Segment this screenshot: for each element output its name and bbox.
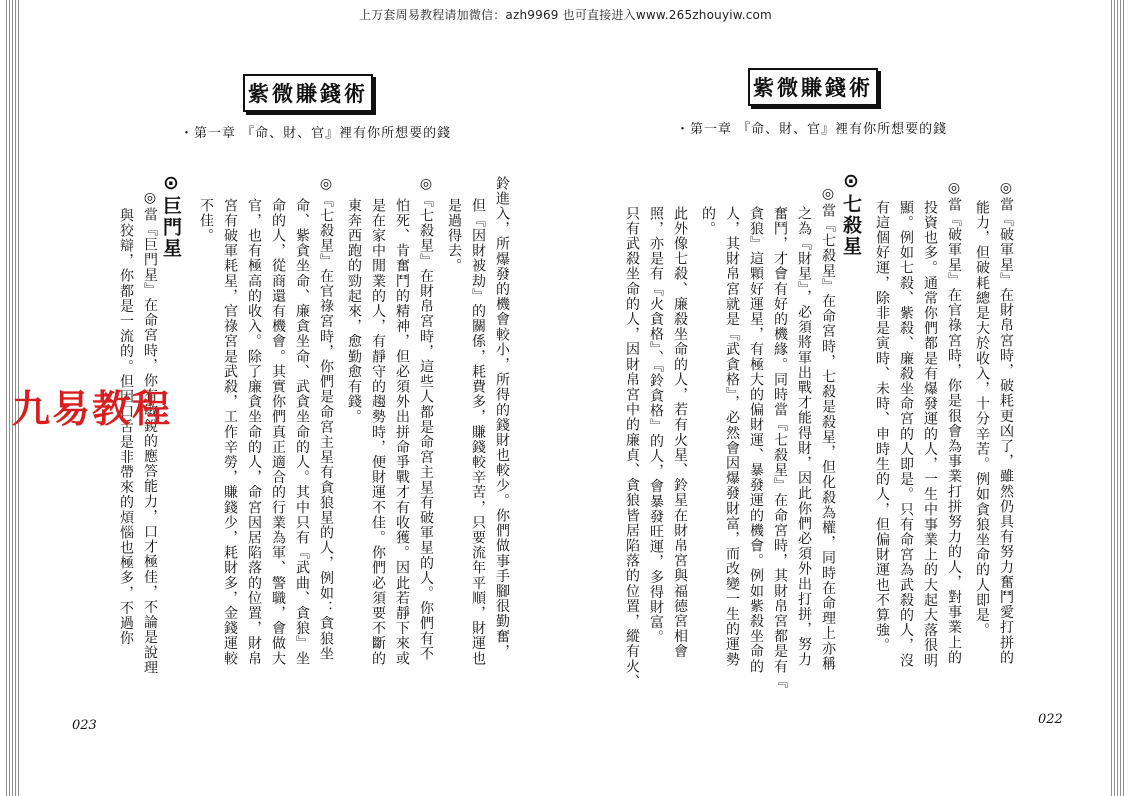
text-column: 顯。例如七殺、紫殺、廉殺坐命宮的人即是。只有命宮為武殺的人，沒 [898, 200, 914, 669]
text-column: 命的人，從商還有機會。其實你們真正適合的行業為軍、警職，會做大 [270, 198, 286, 667]
text-column: 的。 [700, 206, 716, 237]
text-column: 人，其財帛宮就是『武貪格』，必然會因爆發財富，而改變一生的運勢 [724, 206, 740, 668]
section-heading: ⊙巨門星 [160, 172, 182, 259]
text-column: 是在家中閒業的人，有靜守的趨勢時，便財運不佳。你們必須要不斷的 [370, 198, 386, 667]
text-column: ◎『七殺星』在官祿宮時，你們是命宮主星有貪狼星的人，例如：貪狼坐 [318, 176, 334, 662]
text-column: 照，亦是有『火貪格』、『鈴貪格』的人，會暴發旺運，多得財富。 [648, 206, 664, 645]
text-column: 貪狼』這顆好運星，有極大的偏財運、暴發運的機會。例如紫殺坐命的 [748, 206, 764, 675]
text-column: 與狡辯，你都是一流的。但因口舌是非帶來的煩惱也極多，不過你 [118, 208, 134, 646]
book-logo: 紫微賺錢術 [748, 68, 878, 106]
text-column: 但『因財被劫』的關係，耗費多，賺錢較辛苦，只要流年平順，財運也 [470, 198, 486, 667]
text-column: ◎『七殺星』在財帛宮時，這些人都是命宮主星有破軍星的人。你們有不 [418, 176, 434, 662]
text-column: 有這個好運，除非是寅時、未時、申時生的人，但偏財運也不算強。 [874, 200, 890, 653]
page-number: 023 [72, 718, 97, 733]
text-column: ◎當『七殺星』在命宮時，七殺是殺星，但化殺為權，同時在命理上亦稱 [820, 186, 836, 672]
text-column: 是過得去。 [446, 198, 462, 274]
text-column: 能力，但破耗總是大於收入，十分辛苦。例如貪狼坐命的人即是。 [974, 200, 990, 638]
text-column: ◎當『破軍星』在財帛宮時，破耗更凶了，雖然仍具有努力奮鬥愛打拼的 [998, 180, 1014, 666]
watermark-text: 九易教程 [12, 387, 173, 431]
text-column: 怕死、肯奮鬥的精神，但必須外出拼命爭戰才有收獲。因此若靜下來或 [394, 198, 410, 667]
text-column: 投資也多。通常你們都是有爆發運的人，一生中事業上的大起大落很明 [922, 200, 938, 669]
text-column: 宮有破軍耗星，官祿宮是武殺，工作辛勞，賺錢少，耗財多，金錢運較 [222, 198, 238, 667]
text-column: 命、紫貪坐命、廉貪坐命、武貪坐命的人。其中只有『武曲、貪狼』坐 [294, 198, 310, 667]
text-column: 不佳。 [198, 198, 214, 244]
section-heading: ⊙七殺星 [840, 170, 862, 257]
text-column: 東奔西跑的勁起來，愈勤愈有錢。 [346, 198, 362, 425]
text-column: 官，也有極高的收入。除了廉貪坐命的人，命宮因居陷落的位置，財帛 [246, 198, 262, 667]
text-column: ◎當『破軍星』在官祿宮時，你是很會為事業打拼努力的人，對事業上的 [946, 180, 962, 666]
text-column: 此外像七殺、廉殺坐命的人，若有火星、鈴星在財帛宮與福德宮相會 [672, 206, 688, 659]
chapter-title: ・第一章 『命、財、官』裡有你所想要的錢 [180, 126, 452, 141]
text-column: 奮鬥，才會有好的機緣。同時當『七殺星』在命宮時，其財帛宮都是有『 [772, 206, 788, 690]
right-page-edge [1111, 0, 1125, 796]
page-number: 022 [1038, 712, 1063, 727]
book-logo: 紫微賺錢術 [243, 74, 373, 112]
text-column: ◎當『巨門星』在命宮時，你有敏銳的應答能力，口才極佳，不論是說理 [142, 190, 158, 676]
text-column: 只有武殺坐命的人，因財帛宮中的廉貞、貪狼皆居陷落的位置，縱有火、 [624, 206, 640, 690]
source-banner: 上万套周易教程请加微信：azh9969 也可直接进入www.265zhouyiw.com [359, 8, 772, 22]
text-column: 之為『財星』，必須將軍出戰才能得財，因此你們必須外出打拼，努力 [796, 206, 812, 668]
chapter-title: ・第一章 『命、財、官』裡有你所想要的錢 [676, 122, 948, 137]
text-column: 鈴進入，所爆發的機會較小，所得的錢財也較少。你們做事手腳很勤奮， [494, 176, 510, 660]
